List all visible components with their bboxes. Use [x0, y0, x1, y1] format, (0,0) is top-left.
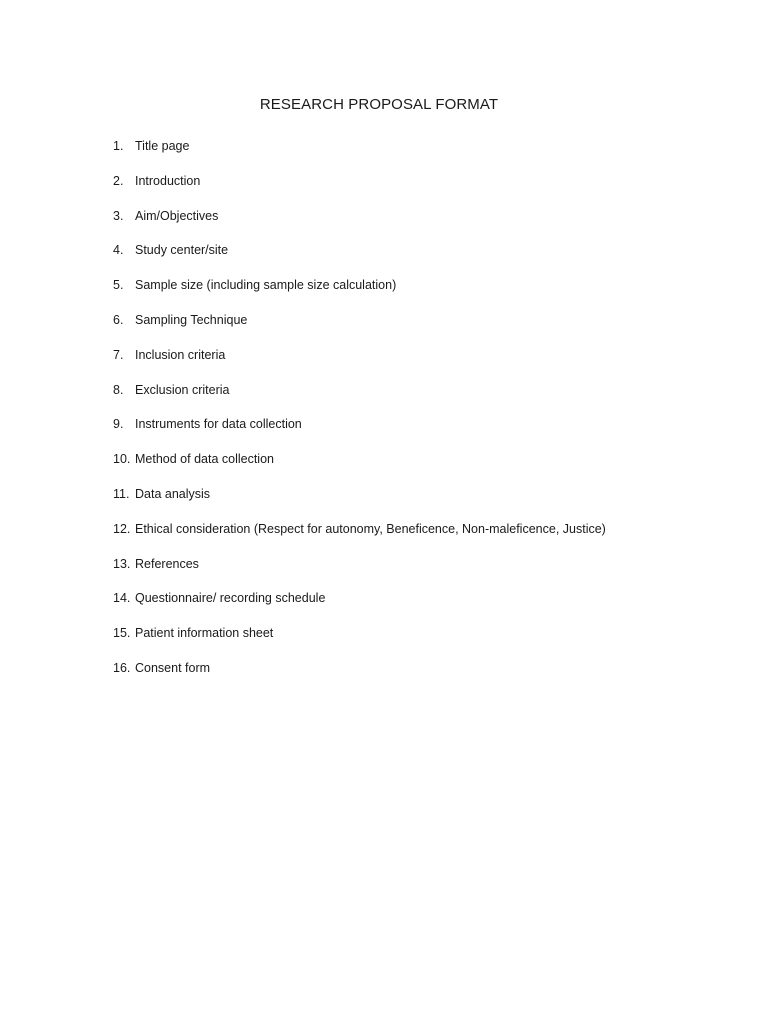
list-item-number: 7. — [113, 347, 124, 362]
list-item-number: 10. — [113, 452, 131, 467]
list-item-text: Data analysis — [135, 486, 211, 501]
list-item-text: Introduction — [135, 173, 201, 188]
list-item — [113, 659, 606, 694]
list-item-text: Patient information sheet — [135, 626, 274, 641]
list-item-number: 6. — [113, 312, 124, 327]
list-item-number: 12. — [113, 521, 131, 536]
list-item-number: 11. — [113, 486, 130, 501]
list-item-number: 13. — [113, 556, 131, 571]
list-item-text: Consent form — [135, 660, 211, 675]
list-item — [113, 450, 606, 485]
list-item — [113, 589, 606, 624]
list-item-number: 15. — [113, 626, 131, 641]
list-item-text: References — [135, 556, 199, 571]
list-item-number: 1. — [113, 139, 124, 153]
list-item — [113, 137, 606, 172]
list-item-number: 3. — [113, 208, 124, 223]
list-item-text: Aim/Objectives — [135, 208, 219, 223]
list-item-text: Study center/site — [135, 243, 229, 258]
list-item-text: Sample size (including sample size calculation) — [135, 278, 397, 293]
list-item — [113, 415, 606, 450]
list-item-text: Ethical consideration (Respect for autonomy, Beneficence, Non-maleficence, Justice) — [135, 521, 606, 536]
list-item-number: 4. — [113, 243, 124, 258]
list-item-number: 2. — [113, 173, 124, 188]
list-item-text: Exclusion criteria — [135, 382, 230, 397]
list-item-text: Sampling Technique — [135, 312, 248, 327]
list-item-number: 8. — [113, 382, 124, 397]
list-item-number: 16. — [113, 660, 131, 675]
list-item-number: 14. — [113, 591, 131, 606]
proposal-section-list — [113, 137, 606, 694]
list-item — [113, 485, 606, 520]
list-item-text: Instruments for data collection — [135, 417, 302, 432]
list-item — [113, 276, 606, 311]
list-item — [113, 624, 606, 659]
list-item — [113, 311, 606, 346]
list-item — [113, 172, 606, 207]
list-item — [113, 207, 606, 242]
list-item-text: Inclusion criteria — [135, 347, 226, 362]
list-item-text: Title page — [135, 139, 190, 153]
list-item — [113, 381, 606, 416]
document-title: RESEARCH PROPOSAL FORMAT — [259, 96, 499, 113]
list-item — [113, 520, 606, 555]
list-item-text: Method of data collection — [135, 452, 274, 467]
list-item-text: Questionnaire/ recording schedule — [135, 591, 326, 606]
list-item-number: 5. — [113, 278, 124, 293]
list-item — [113, 241, 606, 276]
list-item — [113, 555, 606, 590]
list-item — [113, 346, 606, 381]
list-item-number: 9. — [113, 417, 124, 432]
